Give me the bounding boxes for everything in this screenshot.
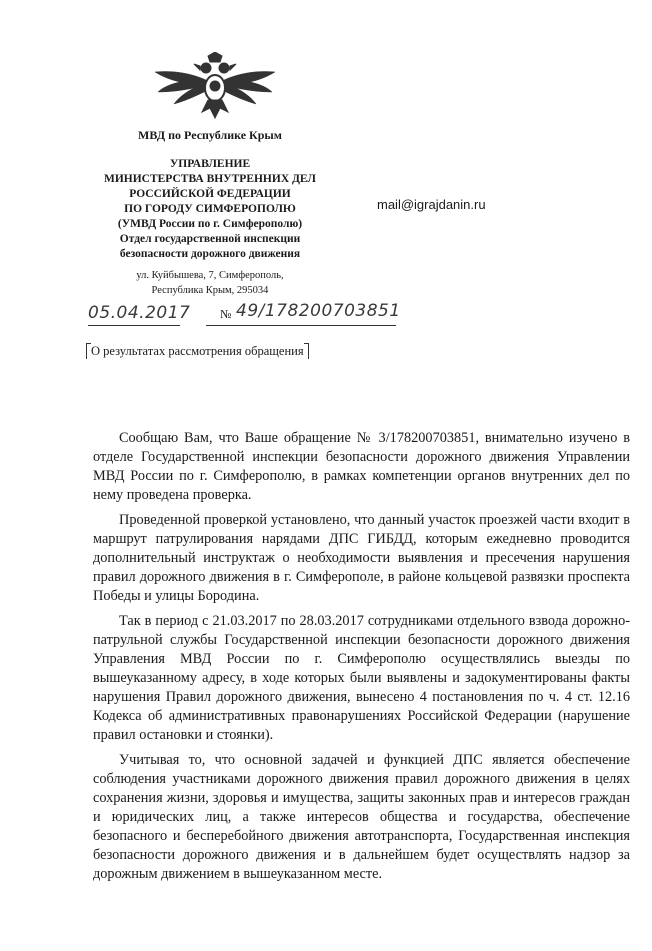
date-underline	[88, 325, 180, 326]
body-paragraph: Проведенной проверкой установлено, что данный участок проезжей части входит в маршрут патрулирования нарядами ДПС ГИБДД, которым ежедневно проводится дополнительный инструктаж о необходимости выявления и пресечения нарушения правил дорожного движения в г. Симферополе, в районе кольцевой развязки проспекта Победы и улицы Бородина.	[93, 512, 630, 604]
department-line: (УМВД России по г. Симферополю)	[117, 218, 303, 230]
recipient-email: mail@igrajdanin.ru	[377, 197, 486, 212]
department-block	[70, 157, 350, 262]
department-line: РОССИЙСКОЙ ФЕДЕРАЦИИ	[129, 188, 291, 200]
department-line: МИНИСТЕРСТВА ВНУТРЕННИХ ДЕЛ	[103, 173, 317, 185]
department-address	[95, 268, 325, 298]
number-sign: №	[220, 307, 232, 321]
letter-subject: О результатах рассмотрения обращения	[86, 343, 309, 360]
organization-name: МВД по Республике Крым	[138, 128, 282, 142]
registration-date: 05.04.2017	[88, 303, 191, 323]
department-line: УПРАВЛЕНИЕ	[169, 158, 251, 170]
body-paragraph: Так в период с 21.03.2017 по 28.03.2017 сотрудниками отдельного взвода дорожно-патрульной службы Государственной инспекции безопасности дорожного движения Управления МВД России по г. Симферополю осуществлялись выезды по вышеуказанному адресу, в ходе которых были выявлены и задокументированы факты нарушения Правил дорожного движения, вынесено 4 постановления по ч. 4 ст. 12.16 Кодекса об административных правонарушениях Российской Федерации (нарушение правил остановки и стоянки).	[93, 613, 630, 743]
department-line: ПО ГОРОДУ СИМФЕРОПОЛЮ	[124, 203, 296, 215]
body-paragraph: Учитывая то, что основной задачей и функцией ДПС является обеспечение соблюдения участниками дорожного движения правил дорожного движения в целях сохранения жизни, здоровья и имущества, защиты законных прав и интересов граждан и юридических лиц, а также интересов общества и государства, обеспечение безопасного и бесперебойного движения автотранспорта, Государственная инспекция безопасности дорожного движения и в дальнейшем будет осуществлять надзор за дорожным движением в вышеуказанном месте.	[93, 752, 630, 882]
number-underline	[206, 325, 396, 326]
registration-line	[88, 301, 401, 331]
department-line: безопасности дорожного движения	[119, 248, 301, 260]
double-headed-eagle-emblem-icon	[150, 52, 280, 122]
department-line: Отдел государственной инспекции	[119, 233, 301, 245]
body-paragraph: Сообщаю Вам, что Ваше обращение № 3/178200703851, внимательно изучено в отделе Государственной инспекции безопасности дорожного движения Управлении МВД России по г. Симферополю, в рамках компетенции органов внутренних дел по нему проведена проверка.	[93, 430, 630, 503]
letter-body	[93, 429, 630, 884]
address-line: Республика Крым, 295034	[151, 285, 269, 296]
registration-number: 49/178200703851	[236, 301, 401, 321]
address-line: ул. Куйбышева, 7, Симферополь,	[136, 270, 284, 281]
